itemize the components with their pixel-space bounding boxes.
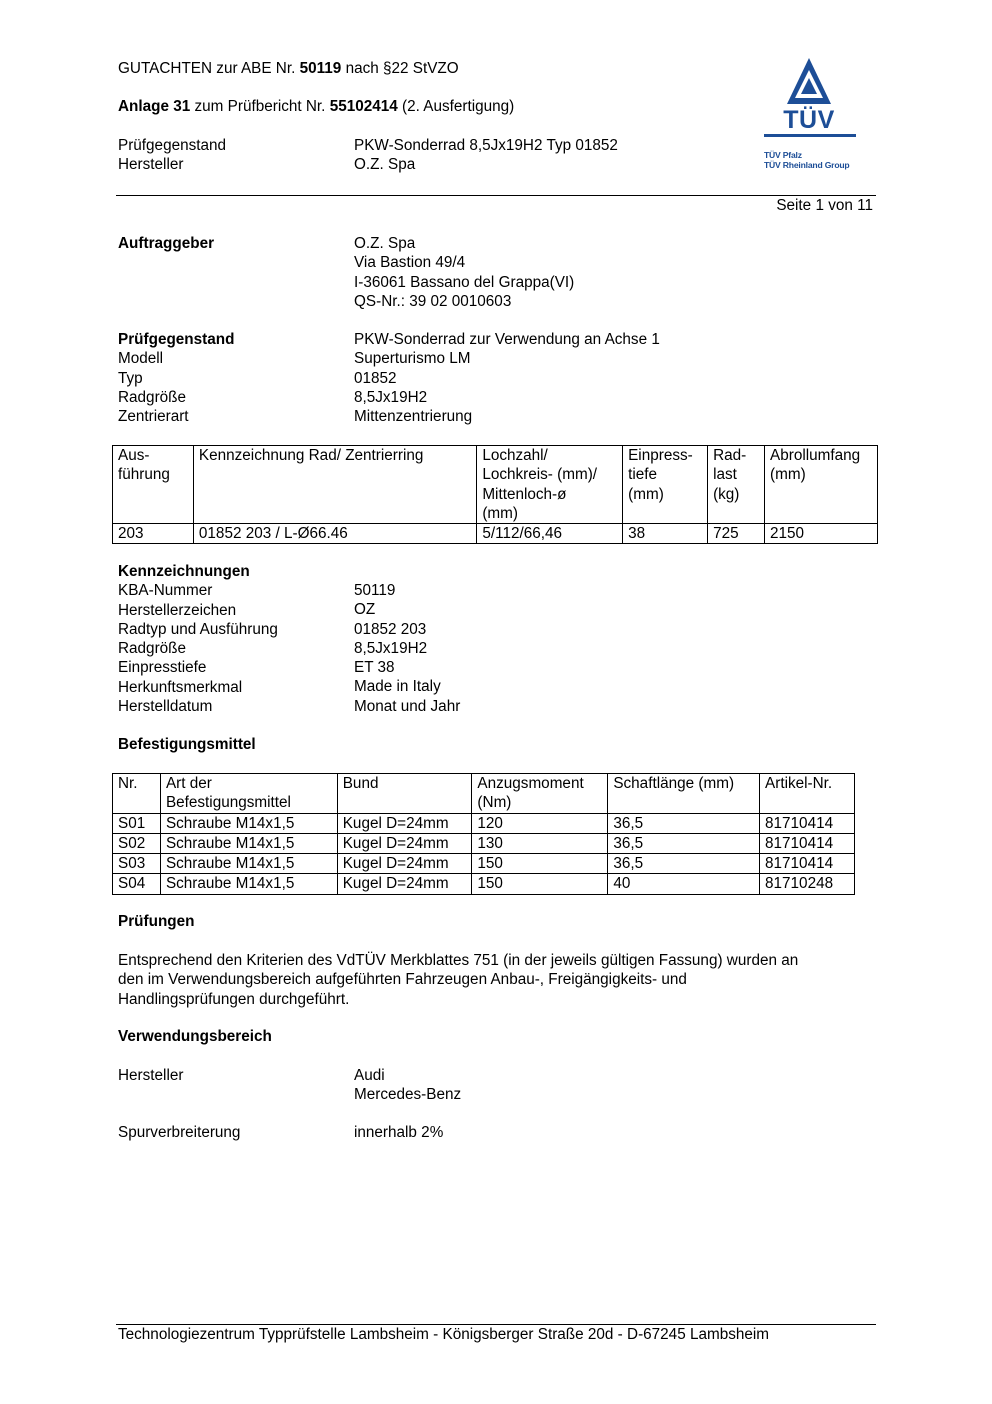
table-cell: Kugel D=24mm [337,854,472,874]
table-cell: 81710414 [760,813,855,833]
table-cell: 150 [472,854,608,874]
table-cell: 2150 [765,524,878,544]
table-cell: 36,5 [608,833,760,853]
header-rule [116,195,876,196]
table-cell: 36,5 [608,854,760,874]
table-cell: 725 [708,524,765,544]
table-cell: 81710414 [760,833,855,853]
kennzeichnungen-labels: Kennzeichnungen KBA-Nummer Herstellerzeichen Radtyp und Ausführung Radgröße Einpresstiefe Herkunftsmerkmal Herstelldatum [118,563,278,716]
table-row [113,524,878,544]
befestigung-label: Befestigungsmittel [118,736,256,753]
table-row [113,874,855,894]
table-cell: S04 [113,874,161,894]
header-cell: Lochzahl/ Lochkreis- (mm)/ Mittenloch-ø (mm) [477,446,623,524]
pruefgegenstand-label: Prüfgegenstand Modell Typ Radgröße Zentrierart [118,331,235,426]
table-cell: Schraube M14x1,5 [160,813,337,833]
table-cell: Kugel D=24mm [337,813,472,833]
auftraggeber-address: O.Z. Spa Via Bastion 49/4 I-36061 Bassano del Grappa(VI) QS-Nr.: 39 02 0010603 [354,235,575,310]
table-cell: 130 [472,833,608,853]
header-pruefgegenstand-value: PKW-Sonderrad 8,5Jx19H2 Typ 01852 [354,137,618,154]
table-cell: Kugel D=24mm [337,833,472,853]
table-cell: S02 [113,833,161,853]
header-hersteller-label: Hersteller [118,156,184,173]
table-cell: Kugel D=24mm [337,874,472,894]
header-cell: Aus- führung [113,446,194,524]
table-cell: S01 [113,813,161,833]
table-row [113,833,855,853]
header-cell: Kennzeichnung Rad/ Zentrierring [193,446,476,524]
page-number: Seite 1 von 11 [776,197,873,214]
table-cell: 81710248 [760,874,855,894]
report-title: GUTACHTEN zur ABE Nr. 50119 nach §22 StVZO [118,60,459,77]
verwendung-hersteller-label: Hersteller [118,1067,184,1084]
table-cell: 5/112/66,46 [477,524,623,544]
header-cell: Schaftlänge (mm) [608,774,760,814]
verwendung-hersteller-values: Audi Mercedes-Benz [354,1067,462,1104]
tuev-triangle-icon [762,56,856,108]
table-cell: S03 [113,854,161,874]
fastener-table [112,773,855,895]
logo-subtitle: TÜV Pfalz TÜV Rheinland Group [764,150,850,170]
logo-divider [764,134,856,137]
pruefungen-text: Entsprechend den Kriterien des VdTÜV Merkblattes 751 (in der jeweils gültigen Fassung) wurden an den im Verwendungsbereich aufgeführten Fahrzeugen Anbau-, Freigängigkeits- und Handlingsprüfungen durchgeführt. [118,952,799,1008]
wheel-table [112,445,878,544]
spurverbreiterung-value: innerhalb 2% [354,1124,444,1141]
kennzeichnungen-values: 50119 OZ 01852 203 8,5Jx19H2 ET 38 Made in Italy Monat und Jahr [354,582,461,715]
header-cell: Nr. [113,774,161,814]
table-cell: 150 [472,874,608,894]
report-annex: Anlage 31 zum Prüfbericht Nr. 55102414 (2. Ausfertigung) [118,98,515,115]
table-row [113,854,855,874]
table-cell: Schraube M14x1,5 [160,833,337,853]
table-cell: 81710414 [760,854,855,874]
table-cell: 120 [472,813,608,833]
header-cell: Bund [337,774,472,814]
verwendungsbereich-label: Verwendungsbereich [118,1028,272,1045]
table-cell: 203 [113,524,194,544]
table-cell: Schraube M14x1,5 [160,854,337,874]
auftraggeber-label: Auftraggeber [118,235,215,252]
pruefungen-label: Prüfungen [118,913,195,930]
header-cell: Rad- last (kg) [708,446,765,524]
table-cell: 40 [608,874,760,894]
header-cell: Einpress- tiefe (mm) [623,446,708,524]
header-cell: Anzugsmoment (Nm) [472,774,608,814]
header-hersteller-value: O.Z. Spa [354,156,416,173]
table-cell: 01852 203 / L-Ø66.46 [193,524,476,544]
table-cell: Schraube M14x1,5 [160,874,337,894]
header-cell: Artikel-Nr. [760,774,855,814]
footer-address: Technologiezentrum Typprüfstelle Lambsheim - Königsberger Straße 20d - D-67245 Lambsheim [118,1326,770,1343]
table-row [113,813,855,833]
spurverbreiterung-label: Spurverbreiterung [118,1124,241,1141]
header-cell: Art der Befestigungsmittel [160,774,337,814]
header-cell: Abrollumfang (mm) [765,446,878,524]
table-cell: 36,5 [608,813,760,833]
logo-brand: TÜV [783,106,835,134]
fastener-table-header [113,774,855,814]
pruefgegenstand-values: PKW-Sonderrad zur Verwendung an Achse 1 Superturismo LM 01852 8,5Jx19H2 Mittenzentrierung [354,331,660,426]
header-pruefgegenstand-label: Prüfgegenstand [118,137,227,154]
tuev-logo [762,56,862,174]
wheel-table-header [113,446,878,524]
table-cell: 38 [623,524,708,544]
